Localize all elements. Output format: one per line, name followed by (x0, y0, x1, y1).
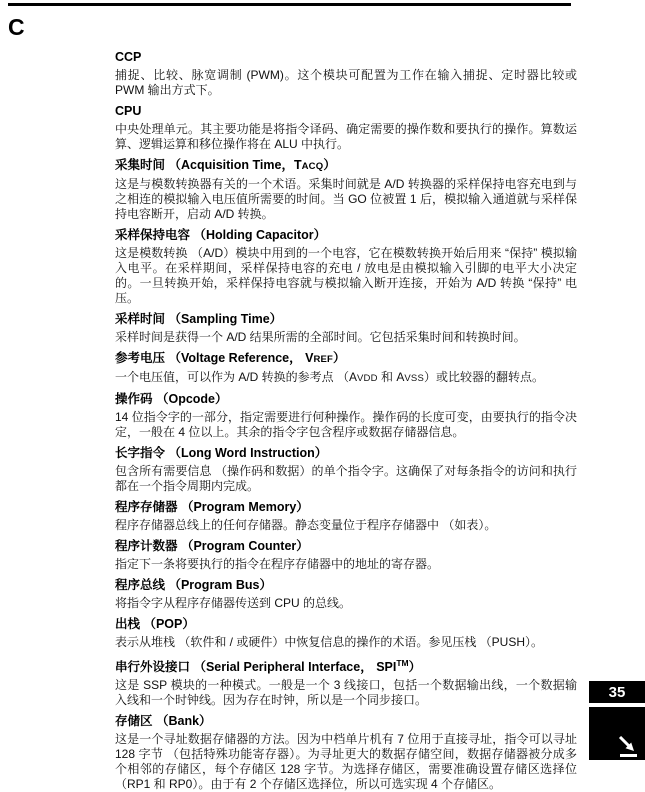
text-segment: 程序总线 （Program Bus） (115, 578, 272, 592)
definition-text (115, 732, 577, 792)
term-heading (115, 446, 577, 461)
text-segment: 指定下一条将要执行的指令在程序存储器中的地址的寄存器。 (115, 557, 440, 571)
definition-text (115, 464, 577, 494)
page-number: 35 (608, 683, 626, 701)
text-segment: 程序存储器总线上的任何存储器。静态变量位于程序存储器中 （如表）。 (115, 518, 497, 532)
text-segment: 采样保持电容 （Holding Capacitor） (115, 228, 327, 242)
glossary-entry (115, 351, 577, 386)
text-segment: 采样时间 （Sampling Time） (115, 312, 283, 326)
text-segment: 长字指令 （Long Word Instruction） (115, 446, 328, 460)
text-segment: 这是模数转换 （A/D）模块中用到的一个电容，它在模数转换开始后用来 “保持” 模拟输入电平。在采样期间，采样保持电容的充电 / 放电是由模拟输入引脚的电平大小决定的。一旦转换开始，采样保持电容就与模拟输入断开连接，开始为 A/D 转换 “保持” 电压。 (115, 246, 577, 305)
definition-text (115, 557, 577, 572)
glossary-entry (115, 500, 577, 533)
glossary-entry (115, 104, 577, 152)
glossary-entry (115, 446, 577, 494)
text-segment: ）或比较器的翻转点。 (423, 370, 544, 384)
text-segment: 存储区 （Bank） (115, 714, 212, 729)
text-segment: 采集时间 （Acquisition Time，T (115, 158, 302, 172)
term-heading (115, 104, 577, 119)
glossary-entry (115, 656, 577, 708)
text-segment: 串行外设接口 （Serial Peripheral Interface， SPI (115, 660, 397, 675)
text-segment: TM (396, 658, 409, 668)
term-heading (115, 578, 577, 593)
term-heading (115, 312, 577, 327)
definition-text (115, 678, 577, 708)
text-segment: 参考电压 （Voltage Reference， V (115, 351, 314, 365)
term-heading (115, 50, 577, 65)
term-heading (115, 158, 577, 174)
glossary-entry (115, 539, 577, 572)
text-segment: 这是一个寻址数据存储器的方法。因为中档单片机有 7 位用于直接寻址，指令可以寻址 128 字节 （包括特殊功能寄存器）。为寻址更大的数据存储空间，数据存储器被分成多个相邻的存储区，每个存储区 128 字节。为选择存储区，需要准确设置存储区选择位 （RP1 和 RP0）。由于有 2 个存储区选择位，所以可选实现 4 个存储区。 (115, 732, 577, 792)
term-heading (115, 656, 577, 675)
text-segment: 捕捉、比较、脉宽调制 (PWM)。这个模块可配置为工作在输入捕捉、定时器比较或 PWM 输出方式下。 (115, 68, 577, 97)
term-heading (115, 617, 577, 632)
definition-text (115, 177, 577, 222)
term-heading (115, 351, 577, 367)
text-segment: 14 位指令字的一部分，指定需要进行何种操作。操作码的长度可变，由要执行的指令决定，一般在 4 位以上。其余的指令字包含程序或数据存储器信息。 (115, 410, 577, 439)
southeast-arrow-to-corner-icon (617, 736, 641, 758)
text-segment: ACQ (301, 161, 324, 172)
text-segment: 采样时间是获得一个 A/D 结果所需的全部时间。它包括采集时间和转换时间。 (115, 330, 526, 344)
definition-text (115, 635, 577, 650)
text-segment: 程序计数器 （Program Counter） (115, 539, 309, 553)
definition-text (115, 246, 577, 306)
text-segment: 操作码 （Opcode） (115, 392, 228, 406)
glossary-list (115, 44, 577, 792)
text-segment: 表示从堆栈 （软件和 / 或硬件）中恢复信息的操作的术语。参见压栈 （PUSH）。 (115, 635, 544, 649)
glossary-entry (115, 714, 577, 792)
term-heading (115, 500, 577, 515)
text-segment: 中央处理单元。其主要功能是将指令译码、确定需要的操作数和要执行的操作。算数运算、逻辑运算和移位操作将在 ALU 中执行。 (115, 122, 577, 151)
next-page-button[interactable] (589, 707, 645, 760)
text-segment: 这是与模数转换器有关的一个术语。采集时间就是 A/D 转换器的采样保持电容充电到与之相连的模拟输入电压值所需要的时间。当 GO 位被置 1 后，模拟输入通道就与采样保持电容断开，启动 A/D 转换。 (115, 177, 577, 221)
glossary-entry (115, 578, 577, 611)
term-heading (115, 714, 577, 729)
term-heading (115, 228, 577, 243)
text-segment: ） (333, 351, 346, 365)
text-segment: 这是 SSP 模块的一种模式。一般是一个 3 线接口，包括一个数据输出线，一个数据输入线和一个时钟线。因为存在时钟，所以是一个同步接口。 (115, 678, 577, 708)
definition-text (115, 330, 577, 345)
definition-text (115, 410, 577, 440)
term-heading (115, 392, 577, 407)
glossary-entry (115, 617, 577, 650)
glossary-section-letter: C (8, 14, 26, 40)
glossary-entry (115, 392, 577, 440)
text-segment: 程序存储器 （Program Memory） (115, 500, 309, 514)
top-rule-divider (8, 3, 571, 6)
text-segment: VSS (404, 373, 424, 384)
text-segment: 将指令字从程序存储器传送到 CPU 的总线。 (115, 596, 352, 610)
text-segment: REF (313, 354, 334, 365)
text-segment: 包含所有需要信息 （操作码和数据）的单个指令字。这确保了对每条指令的访问和执行都在一个指令周期内完成。 (115, 464, 577, 493)
text-segment: VDD (357, 373, 378, 384)
term-heading (115, 539, 577, 554)
page-number-tab (589, 681, 645, 703)
glossary-entry (115, 228, 577, 306)
glossary-entry (115, 312, 577, 345)
definition-text (115, 68, 577, 98)
definition-text (115, 370, 577, 386)
definition-text (115, 596, 577, 611)
text-segment: 一个电压值，可以作为 A/D 转换的参考点 （A (115, 370, 358, 384)
text-segment: 和 A (377, 370, 405, 384)
glossary-entry (115, 158, 577, 222)
definition-text (115, 122, 577, 152)
text-segment: ） (408, 660, 422, 675)
glossary-entry (115, 50, 577, 98)
text-segment: ） (323, 158, 336, 172)
text-segment: 出栈 （POP） (115, 617, 195, 631)
definition-text (115, 518, 577, 533)
text-segment: CPU (115, 104, 142, 118)
text-segment: CCP (115, 50, 142, 64)
